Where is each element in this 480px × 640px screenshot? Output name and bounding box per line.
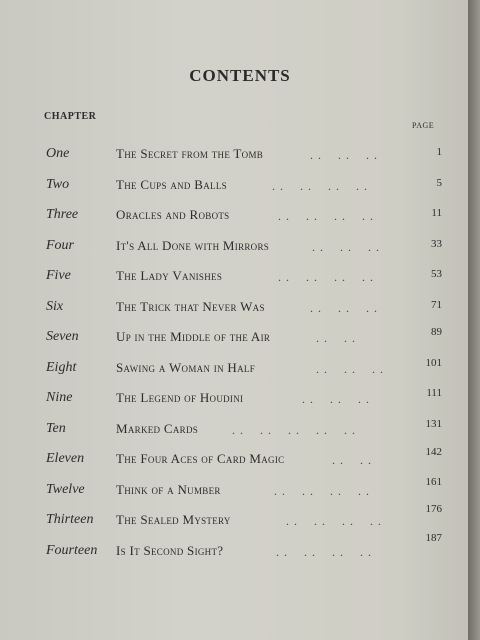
page-column-header: PAGE: [412, 121, 435, 130]
dot-leader: . . . .: [316, 331, 356, 345]
toc-entry: [0, 475, 480, 502]
chapter-title: Oracles and Robots: [116, 207, 230, 222]
chapter-title: The Lady Vanishes: [116, 268, 223, 283]
toc-entry: [0, 326, 480, 349]
chapter-number: Nine: [46, 390, 73, 405]
chapter-number: Five: [46, 268, 71, 283]
chapter-number: Eight: [46, 359, 77, 375]
dot-leader: . . . . . . . .: [278, 209, 374, 223]
dot-leader: . . . . . . . .: [278, 270, 374, 284]
chapter-number: Six: [46, 298, 64, 314]
toc-entry: [0, 531, 480, 563]
dot-leader: . . . . . . . .: [272, 178, 368, 193]
page-number: 1: [436, 146, 442, 158]
page-number: 161: [425, 475, 442, 488]
toc-entry: [0, 417, 480, 441]
dot-leader: . . . . . . . . . .: [232, 422, 356, 437]
dot-leader: . . . . . .: [310, 148, 378, 162]
page-number: 142: [425, 446, 442, 458]
page-number: 53: [431, 268, 442, 280]
page-number: 176: [425, 503, 442, 515]
chapter-number: Twelve: [46, 481, 85, 497]
chapter-number: Eleven: [46, 451, 85, 466]
toc-entry: [0, 238, 480, 258]
page-number: 89: [431, 326, 442, 338]
page-number: 71: [431, 298, 442, 311]
chapter-column-header: CHAPTER: [44, 111, 97, 122]
chapter-title: The Sealed Mystery: [116, 512, 231, 527]
page-number: 11: [431, 207, 442, 219]
dot-leader: . . . . . . . .: [274, 483, 370, 498]
chapter-title: It's All Done with Mirrors: [116, 237, 270, 253]
toc-entry: [0, 387, 480, 410]
chapter-number: Seven: [46, 329, 79, 344]
toc-entry: [0, 299, 480, 319]
chapter-number: Ten: [46, 420, 66, 436]
dot-leader: . . . . . .: [310, 300, 378, 315]
chapter-title: Is It Second Sight?: [116, 542, 224, 558]
toc-entry: [0, 268, 480, 288]
chapter-title: The Trick that Never Was: [116, 298, 265, 314]
dot-leader: . . . . . .: [316, 361, 384, 376]
page-number: 101: [425, 356, 442, 369]
page-number: 111: [426, 387, 442, 399]
chapter-title: Up in the Middle of the Air: [116, 329, 271, 344]
page-number: 131: [425, 417, 442, 430]
toc-entry: [0, 356, 480, 380]
chapter-title: The Four Aces of Card Magic: [116, 451, 285, 466]
page-number: 187: [425, 531, 442, 544]
toc-entry: [0, 207, 480, 227]
page-number: 33: [431, 237, 442, 250]
chapter-number: Fourteen: [46, 542, 98, 558]
chapter-title: The Cups and Balls: [116, 176, 227, 192]
dot-leader: . . . . . . . .: [286, 514, 382, 528]
chapter-title: The Legend of Houdini: [116, 390, 244, 405]
toc-entry: [0, 503, 480, 532]
page-number: 5: [436, 176, 442, 189]
chapter-number: One: [46, 146, 70, 161]
chapter-title: The Secret from the Tomb: [116, 146, 264, 161]
chapter-number: Four: [46, 237, 74, 253]
chapter-title: Marked Cards: [116, 420, 199, 436]
dot-leader: . . . . . .: [312, 239, 380, 254]
dot-leader: . . . . . . . .: [276, 544, 372, 559]
chapter-title: Sawing a Woman in Half: [116, 359, 256, 375]
dot-leader: . . . . . .: [302, 392, 370, 406]
toc-entry: [0, 177, 480, 197]
toc-entry: [0, 146, 480, 166]
dot-leader: . . . .: [332, 453, 372, 467]
chapter-number: Thirteen: [46, 512, 94, 527]
chapter-number: Three: [46, 207, 79, 222]
chapter-number: Two: [46, 176, 70, 192]
toc-entry: [0, 446, 480, 471]
page-edge-shadow: [468, 0, 480, 640]
page-title: CONTENTS: [189, 66, 291, 85]
chapter-title: Think of a Number: [116, 481, 221, 497]
